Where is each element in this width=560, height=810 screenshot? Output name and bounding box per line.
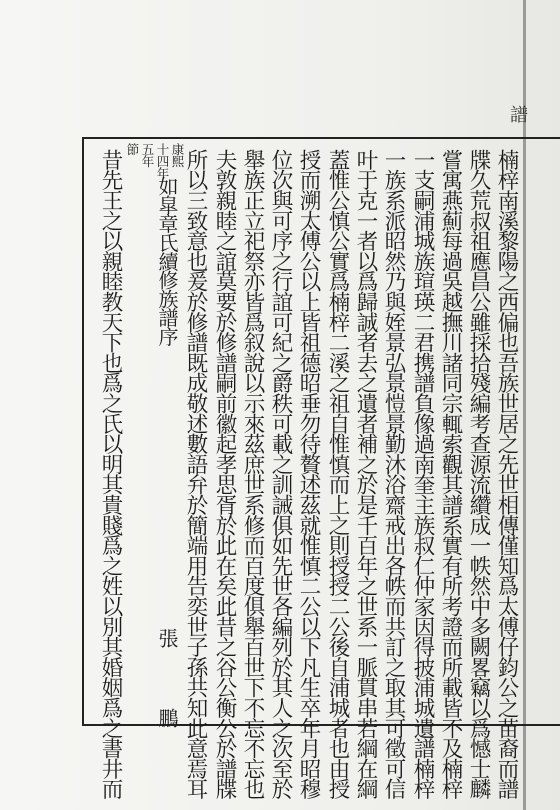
frame-left-rule — [82, 137, 84, 726]
author-name: 張 鵬 — [155, 628, 179, 746]
text-column-2: 牒久荒叔祖應昌公雖採拾殘編考查源流纘成一帙然中多闕畧竊以爲憾士麟 — [466, 149, 491, 799]
text-column-9: 位次與可序之行誼可紀之爵秩可載之訓誡俱如先世各編列於其人之次至於 — [268, 149, 293, 799]
text-column-1: 楠梓南溪黎陽之西偏也吾族世居之先世相傳僅知爲太傅仔鈞公之苗裔而譜 — [494, 149, 519, 799]
text-column-10: 舉族正立祀祭亦皆爲叙說以示來茲庶世系修而百度俱舉百世下不忘不忘也 — [240, 149, 265, 799]
date-line-2: 十四年 — [155, 143, 170, 179]
date-line-4: 節 — [125, 143, 140, 155]
text-column-4: 一支嗣浦城族瑄瑛二君携譜負像過南奎主族叔仁仲家因得披浦城遺譜楠梓 — [410, 149, 435, 799]
text-column-5: 一族系派昭然乃與姪景弘景愷景勤沐浴齋戒出各帙而共訂之取其可徵可信 — [381, 149, 406, 799]
frame-top-rule — [82, 137, 560, 139]
date-line-3: 五年 — [140, 143, 155, 167]
text-column-11: 夫敦親睦之誼莫要於修譜嗣前徽起孝思胥於此在矣此昔之谷公衡公於譜牒 — [212, 149, 237, 799]
date-annotation — [126, 143, 184, 179]
text-column-6: 叶于克一者以爲歸誠者去之遺者補之於是千百年之世系一脈貫串若綱在綱 — [353, 149, 378, 799]
text-column-8: 授而溯太傅公以上皆祖德昭垂勿待贅述茲就惟慎二公以下凡生卒年月昭穆 — [296, 149, 321, 799]
date-line-1: 康熙 — [170, 143, 185, 167]
text-column-12: 所以三致意也爰於修譜既成敬述數語弁於簡端用告奕世子孫共知此意焉耳 — [183, 149, 208, 799]
text-column-3: 嘗寓燕薊每過吳越撫川諸同宗輒索觀其譜系實有所考證而所載皆不及楠梓 — [438, 149, 463, 799]
page-header-fragment: 譜 — [507, 105, 528, 123]
preface-title: 如皐章氏續修族譜序 — [155, 176, 179, 346]
text-column-last: 昔先王之以親睦教天下也爲之氏以明其貴賤爲之姓以別其婚姻爲之書井而 — [98, 149, 123, 799]
text-column-7: 蓋惟公慎公實爲楠梓二溪之祖自惟慎而上之則授授二公後自浦城者也由授 — [325, 149, 350, 799]
